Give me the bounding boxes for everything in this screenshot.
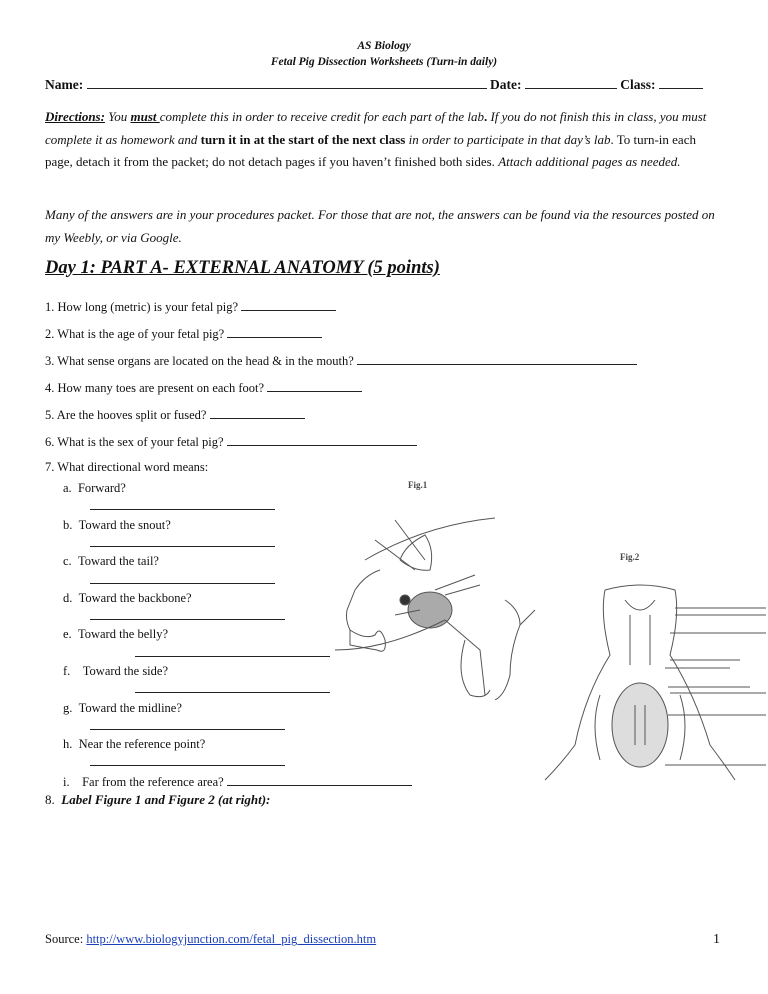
directions-text: . bbox=[483, 109, 491, 124]
answer-field-e[interactable] bbox=[135, 644, 330, 657]
answer-field[interactable] bbox=[267, 379, 362, 392]
name-field[interactable] bbox=[87, 76, 487, 89]
sub-letter: d. bbox=[63, 591, 73, 605]
sub-letter: h. bbox=[63, 737, 73, 751]
date-field[interactable] bbox=[525, 76, 617, 89]
directions-text: If you do not finish this in class, you must complete it as homework and bbox=[45, 109, 707, 147]
question-3 bbox=[45, 352, 637, 369]
fig1-pig-head-diagram bbox=[335, 500, 555, 700]
subquestion-e bbox=[63, 627, 168, 642]
page-number: 1 bbox=[713, 932, 720, 947]
question-text: 4. How many toes are present on each foot? bbox=[45, 381, 265, 395]
directions-emphasis: must bbox=[130, 109, 160, 124]
sub-text: Toward the backbone? bbox=[78, 591, 192, 605]
question-number: 8. bbox=[45, 792, 55, 807]
answer-field[interactable] bbox=[357, 352, 637, 365]
fig2-ventral-diagram bbox=[530, 575, 768, 785]
answer-field-b[interactable] bbox=[90, 534, 275, 547]
source-label: Source: bbox=[45, 932, 87, 946]
subquestion-i bbox=[63, 773, 412, 790]
sub-letter: c. bbox=[63, 554, 72, 568]
directions-paragraph bbox=[45, 106, 725, 174]
directions-emphasis: turn it in at the start of the next class bbox=[200, 131, 406, 147]
section-title bbox=[45, 258, 440, 279]
answer-field-i[interactable] bbox=[227, 773, 412, 786]
directions-text: You bbox=[104, 109, 131, 124]
footer-source bbox=[45, 932, 376, 947]
sub-text: Toward the belly? bbox=[77, 627, 169, 641]
subquestion-f bbox=[63, 664, 168, 679]
subquestion-b bbox=[63, 518, 171, 533]
class-label: Class: bbox=[620, 77, 656, 92]
sub-letter: a. bbox=[63, 481, 72, 495]
directions-text: in order to participate in that day’s lab bbox=[405, 131, 611, 147]
directions-text: . To turn-in each page, detach it from the packet; do not detach pages if you haven’t finished both sides. bbox=[45, 131, 696, 169]
question-text: 6. What is the sex of your fetal pig? bbox=[45, 435, 224, 449]
question-text: 1. How long (metric) is your fetal pig? bbox=[45, 300, 239, 314]
note-paragraph: Many of the answers are in your procedures packet. For those that are not, the answers can be found via the resources posted on my Weebly, or via Google. bbox=[45, 207, 715, 245]
question-1 bbox=[45, 298, 336, 315]
question-4 bbox=[45, 379, 362, 396]
student-info-row bbox=[45, 76, 703, 93]
source-link[interactable]: http://www.biologyjunction.com/fetal_pig_dissection.htm bbox=[86, 932, 377, 946]
subquestion-g bbox=[63, 701, 182, 716]
question-text: 2. What is the age of your fetal pig? bbox=[45, 327, 225, 341]
subquestion-d bbox=[63, 591, 192, 606]
class-field[interactable] bbox=[659, 76, 703, 89]
question-7: 7. What directional word means: bbox=[45, 460, 209, 474]
sub-letter: b. bbox=[63, 518, 73, 532]
answer-field-c[interactable] bbox=[90, 571, 275, 584]
sub-letter: f. bbox=[63, 664, 71, 678]
subquestion-c bbox=[63, 554, 159, 569]
question-2 bbox=[45, 325, 322, 342]
question-text: Label Figure 1 and Figure 2 (at right): bbox=[61, 792, 271, 807]
sub-letter: g. bbox=[63, 701, 73, 715]
directions-label: Directions: bbox=[45, 109, 105, 124]
worksheet-title: Fetal Pig Dissection Worksheets (Turn-in daily) bbox=[270, 56, 498, 68]
course-title: AS Biology bbox=[357, 40, 411, 52]
subquestion-h bbox=[63, 737, 205, 752]
question-6 bbox=[45, 433, 417, 450]
directions-text: complete this in order to receive credit for each part of the lab bbox=[159, 109, 484, 124]
sub-letter: e. bbox=[63, 627, 72, 641]
question-8 bbox=[45, 792, 270, 808]
answer-field-f[interactable] bbox=[135, 680, 330, 693]
directions-text: Attach additional pages as needed. bbox=[498, 154, 681, 169]
question-text: 3. What sense organs are located on the head & in the mouth? bbox=[45, 354, 354, 368]
answer-field[interactable] bbox=[210, 406, 305, 419]
fig2-label: Fig.2 bbox=[620, 552, 640, 562]
sub-text: Toward the midline? bbox=[78, 701, 182, 715]
sub-text: Near the reference point? bbox=[78, 737, 206, 751]
name-label: Name: bbox=[45, 77, 84, 92]
sub-letter: i. bbox=[63, 775, 70, 789]
answer-field[interactable] bbox=[227, 325, 322, 338]
sub-text: Toward the snout? bbox=[78, 518, 171, 532]
answer-field[interactable] bbox=[227, 433, 417, 446]
answer-field-h[interactable] bbox=[90, 753, 285, 766]
subquestion-a bbox=[63, 481, 126, 496]
section-heading: Day 1: PART A- EXTERNAL ANATOMY (5 points) bbox=[45, 258, 440, 278]
date-label: Date: bbox=[489, 77, 522, 92]
question-text: 5. Are the hooves split or fused? bbox=[45, 408, 207, 422]
answer-field-d[interactable] bbox=[90, 607, 285, 620]
question-5 bbox=[45, 406, 305, 423]
answer-field-g[interactable] bbox=[90, 717, 285, 730]
sub-text: Toward the tail? bbox=[77, 554, 159, 568]
sub-text: Forward? bbox=[77, 481, 126, 495]
sub-text: Far from the reference area? bbox=[82, 775, 224, 789]
answer-field[interactable] bbox=[241, 298, 336, 311]
fig1-label: Fig.1 bbox=[408, 480, 428, 490]
sub-text: Toward the side? bbox=[82, 664, 169, 678]
answer-field-a[interactable] bbox=[90, 497, 275, 510]
